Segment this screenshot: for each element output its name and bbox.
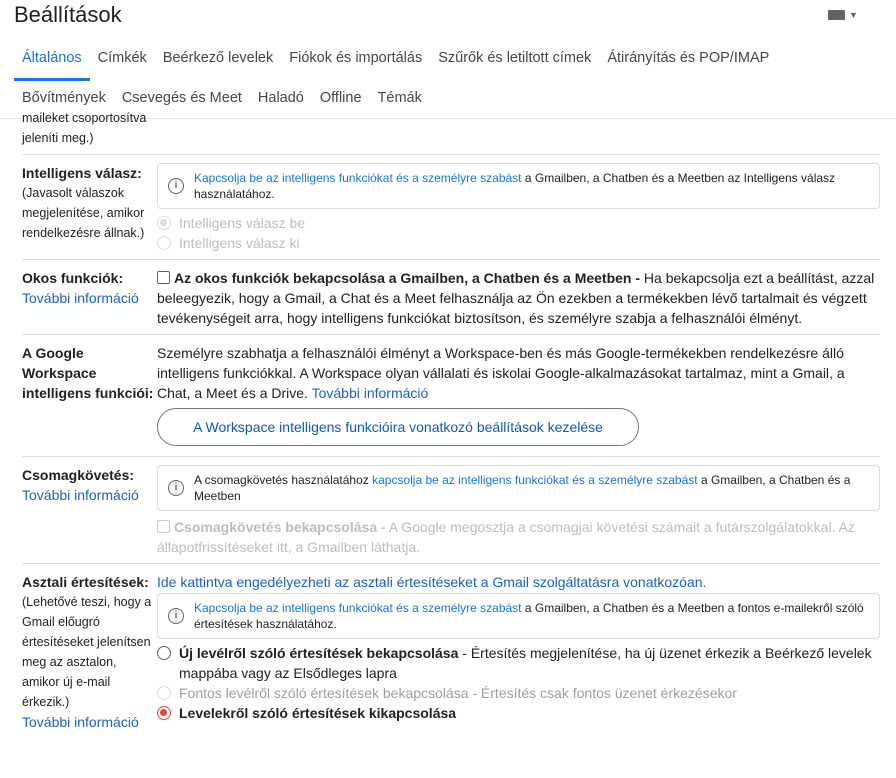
- tab-offline[interactable]: Offline: [319, 90, 362, 106]
- learn-more-link[interactable]: További információ: [22, 714, 139, 730]
- info-icon: i: [168, 178, 184, 194]
- tab-themes[interactable]: Témák: [377, 90, 422, 106]
- smart-reply-setting: [22, 155, 880, 260]
- package-label: Csomagkövetés:: [22, 467, 135, 483]
- enable-smart-features-link[interactable]: kapcsolja be az intelligens funkciókat és a személyre szabást: [372, 473, 698, 487]
- tab-chat-meet[interactable]: Csevegés és Meet: [121, 90, 242, 106]
- keyboard-icon: [828, 10, 845, 20]
- tab-general[interactable]: Általános: [14, 40, 90, 80]
- desktop-info: [157, 593, 880, 639]
- smart-features-text: Ha bekapcsolja ezt a beállítást, azzal beleegyezik, hogy a Gmail, a Chat és a Meet felhasználja az Ön ezekben a termékekben lévő tartalmait és végzett tevékenységeit arra, hogy intelligens funkciókat biztosítson, és személyre szabja a felhasználói élményt.: [157, 270, 875, 326]
- caret-down-icon: ▼: [849, 10, 858, 20]
- desktop-desc: (Lehetővé teszi, hogy a Gmail előugró értesítéseket jelenítsen meg az asztalon, amikor új e-mail érkezik.): [22, 595, 152, 709]
- workspace-setting: [22, 335, 880, 457]
- info-text: a Gmailben, a Chatben és a Meetben az Intelligens válasz használatához.: [194, 171, 836, 201]
- smart-features-label: Okos funkciók:: [22, 270, 124, 286]
- smart-features-checkbox[interactable]: [157, 271, 170, 284]
- input-tools-button[interactable]: [828, 10, 858, 20]
- tab-filters[interactable]: Szűrők és letiltott címek: [438, 50, 592, 66]
- learn-more-link[interactable]: További információ: [22, 290, 139, 306]
- manage-workspace-settings-button[interactable]: A Workspace intelligens funkcióira vonatkozó beállítások kezelése: [157, 408, 639, 446]
- checkbox-label: Csomagkövetés bekapcsolása -: [174, 519, 386, 535]
- info-text: A csomagkövetés használatához: [194, 473, 373, 487]
- new-mail-notifications-radio[interactable]: [157, 643, 880, 683]
- desktop-notifications-setting: [22, 564, 880, 738]
- prev-desc: jeleníti meg.): [22, 131, 94, 145]
- radio-label: Intelligens válasz be: [179, 215, 306, 231]
- checkbox-label: Az okos funkciók bekapcsolása a Gmailben, a Chatben és a Meetben -: [174, 270, 641, 286]
- important-mail-notifications-radio[interactable]: [157, 683, 880, 703]
- enable-desktop-notifications-link[interactable]: Ide kattintva engedélyezheti az asztali értesítéseket a Gmail szolgáltatásra vonatkozóan.: [157, 574, 707, 590]
- smart-reply-desc: (Javasolt válaszok megjelenítése, amikor rendelkezésre állnak.): [22, 186, 145, 240]
- radio-label: Intelligens válasz ki: [179, 235, 300, 251]
- learn-more-link[interactable]: További információ: [22, 487, 139, 503]
- info-icon: i: [168, 608, 184, 624]
- smart-reply-label: Intelligens válasz:: [22, 165, 142, 181]
- tab-labels[interactable]: Címkék: [97, 50, 147, 66]
- workspace-text: Személyre szabhatja a felhasználói élményt a Workspace-ben és más Google-termékekben rendelkezésre álló intelligens funkciókkal. A Workspace olyan vállalati és iskolai Google-alkalmazásokat tartalmaz, mint a Gmail, a Chat, a Meet és a Drive.: [157, 345, 845, 401]
- package-info: [157, 465, 880, 511]
- radio-label: Új levélről szóló értesítések bekapcsolása: [179, 645, 459, 661]
- tab-addons[interactable]: Bővítmények: [22, 90, 106, 106]
- radio-desc: - Értesítés megjelenítése, ha új üzenet érkezik a Beérkező levelek mappába vagy az Elsődleges lapra: [179, 645, 872, 681]
- smart-reply-on-radio[interactable]: [157, 213, 880, 233]
- info-icon: i: [168, 480, 184, 496]
- info-text: a Gmailben, a Chatben és a Meetben a fontos e-mailekről szóló értesítések használatához.: [194, 601, 864, 631]
- smart-reply-off-radio[interactable]: [157, 233, 880, 253]
- tab-inbox[interactable]: Beérkező levelek: [162, 50, 274, 66]
- desktop-label: Asztali értesítések:: [22, 574, 149, 590]
- tab-advanced[interactable]: Haladó: [257, 90, 304, 106]
- info-text: a Gmailben, a Chatben és a Meetben: [194, 473, 851, 503]
- page-title: Beállítások: [14, 2, 122, 27]
- radio-label: Fontos levélről szóló értesítések bekapcsolása - Értesítés csak fontos üzenet érkezésekor: [179, 685, 737, 701]
- package-tracking-checkbox[interactable]: [157, 520, 170, 533]
- smart-features-setting: [22, 260, 880, 335]
- package-text: A Google megosztja a csomagjai követési számait a futárszolgálatokkal. Az állapotfrissítéseket itt, a Gmailben láthatja.: [157, 519, 855, 555]
- notifications-off-radio[interactable]: [157, 703, 880, 723]
- learn-more-link[interactable]: További információ: [311, 385, 429, 401]
- package-tracking-setting: [22, 457, 880, 564]
- workspace-label: A Google Workspace intelligens funkciói:: [22, 345, 154, 401]
- enable-smart-features-link[interactable]: Kapcsolja be az intelligens funkciókat és a személyre szabást: [194, 171, 522, 185]
- enable-smart-features-link[interactable]: Kapcsolja be az intelligens funkciókat és a személyre szabást: [194, 601, 522, 615]
- smart-reply-info: [157, 163, 880, 209]
- tab-accounts[interactable]: Fiókok és importálás: [289, 50, 423, 66]
- settings-content: [22, 111, 880, 778]
- prev-desc-clipped: maileket csoportosítva: [22, 111, 147, 125]
- tab-forwarding[interactable]: Átirányítás és POP/IMAP: [607, 50, 770, 66]
- radio-label: Levelekről szóló értesítések kikapcsolása: [179, 705, 457, 721]
